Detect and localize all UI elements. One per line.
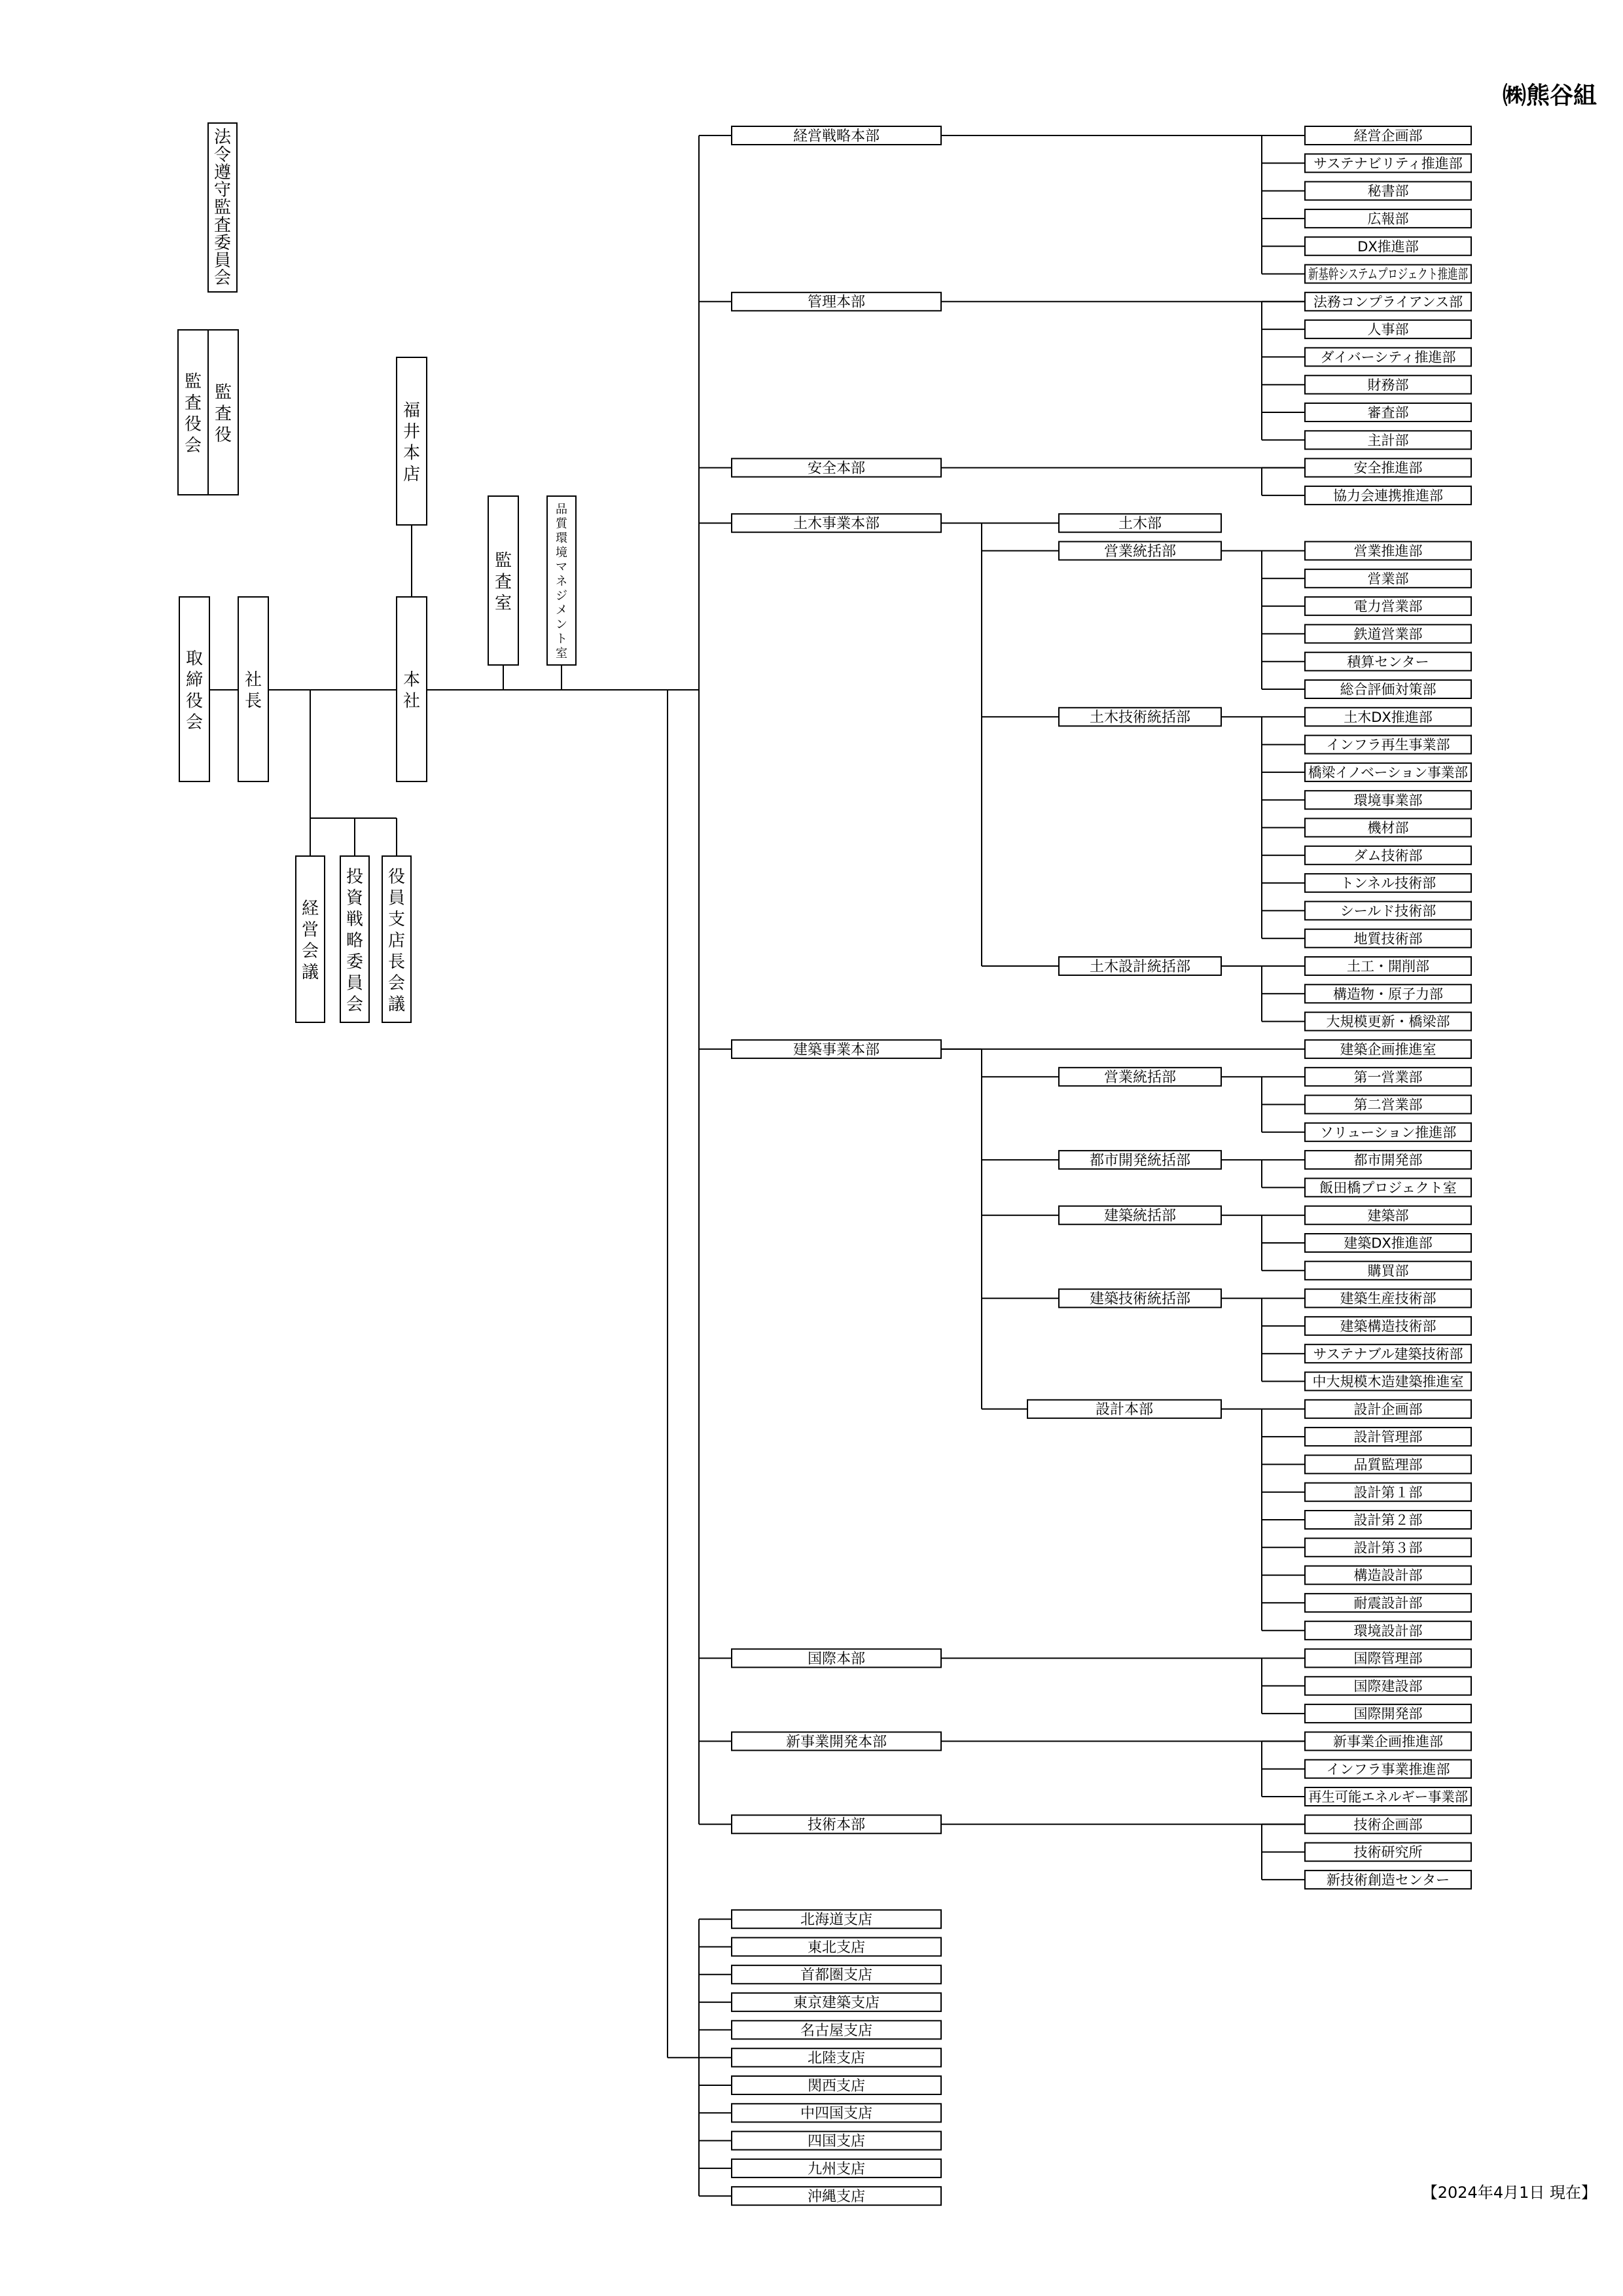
management-meeting-box-char: 会 <box>301 941 319 961</box>
division-4-group-4-dept-1-label: 設計管理部 <box>1353 1429 1423 1445</box>
board-box-char: 締 <box>185 670 204 691</box>
division-0-dept-0-label: 経営企画部 <box>1353 128 1423 144</box>
audit-office-box <box>488 496 518 665</box>
audit-office-box-char: 室 <box>494 593 512 613</box>
investment-committee-box-char: 戦 <box>346 909 364 929</box>
branch-8-label: 四国支店 <box>807 2133 866 2150</box>
division-4-group-4-dept-5-label: 設計第３部 <box>1353 1539 1423 1556</box>
division-4-group-4 <box>1027 1400 1221 1418</box>
branch-6-label: 関西支店 <box>807 2077 866 2094</box>
division-2-dept-1-label: 協力会連携推進部 <box>1333 488 1443 504</box>
division-1-dept-3-label: 財務部 <box>1367 377 1409 393</box>
branch-5-label: 北陸支店 <box>807 2050 866 2067</box>
division-7-label: 技術本部 <box>807 1817 866 1834</box>
division-6-dept-1-label: インフラ事業推進部 <box>1326 1761 1450 1778</box>
quality-environment-office-box <box>547 496 576 665</box>
compliance-committee-box <box>208 123 237 292</box>
division-3-group-2-dept-1 <box>1305 736 1471 754</box>
division-4-group-2-dept-2-label: 購買部 <box>1367 1263 1409 1279</box>
division-4-direct-0-label: 建築企画推進室 <box>1340 1041 1436 1058</box>
division-1-dept-5-label: 主計部 <box>1367 432 1409 448</box>
division-4-group-0-dept-0 <box>1305 1067 1471 1086</box>
fukui-head-office-box-char: 本 <box>402 443 421 463</box>
division-4-group-3-dept-2 <box>1305 1344 1471 1363</box>
division-4-group-3 <box>1059 1289 1221 1308</box>
division-3-group-2-dept-2-label: 橋梁イノベーション事業部 <box>1308 764 1468 781</box>
division-0-dept-4 <box>1305 237 1471 255</box>
division-3-group-0 <box>1059 514 1221 532</box>
division-0-dept-4-label: DX推進部 <box>1357 238 1419 255</box>
division-4-group-0-dept-2 <box>1305 1123 1471 1141</box>
audit-board-box-char: 役 <box>184 414 202 435</box>
quality-environment-office-box-char: ン <box>556 618 567 632</box>
division-4-group-3-dept-0 <box>1305 1289 1471 1308</box>
audit-office-box-char: 査 <box>494 572 512 592</box>
branch-7 <box>732 2104 941 2122</box>
branch-4 <box>732 2020 941 2039</box>
fukui-head-office-box-char: 店 <box>402 465 421 485</box>
as-of-date: 【2024年4月1日 現在】 <box>1421 2183 1597 2202</box>
division-4-group-3-dept-2-label: サステナブル建築技術部 <box>1313 1346 1463 1362</box>
division-3-group-2-label: 土木技術統括部 <box>1089 709 1191 726</box>
division-3-group-3-dept-2 <box>1305 1013 1471 1031</box>
division-3-group-1-dept-5-label: 総合評価対策部 <box>1340 681 1436 698</box>
division-3-group-1-dept-4-label: 積算センター <box>1347 654 1429 670</box>
division-4-direct-0 <box>1305 1040 1471 1058</box>
audit-board-box-char: 査 <box>184 393 202 414</box>
division-4-group-1-dept-0 <box>1305 1151 1471 1169</box>
division-0-dept-1 <box>1305 154 1471 172</box>
board-box <box>179 597 209 781</box>
division-1 <box>732 293 941 311</box>
division-4-group-2-dept-0-label: 建築部 <box>1367 1208 1409 1224</box>
division-0-dept-1-label: サステナビリティ推進部 <box>1313 155 1463 171</box>
division-3-group-2-dept-0 <box>1305 708 1471 726</box>
quality-environment-office-box-char: 室 <box>556 647 567 661</box>
division-4-group-3-dept-1 <box>1305 1317 1471 1335</box>
division-4-group-3-dept-3 <box>1305 1372 1471 1391</box>
branch-2-label: 首都圏支店 <box>800 1967 873 1984</box>
quality-environment-office-box-char: 質 <box>556 517 567 531</box>
quality-environment-office-box-char: 品 <box>556 503 567 517</box>
division-1-dept-1 <box>1305 320 1471 338</box>
division-0-dept-5 <box>1305 265 1471 283</box>
division-3-group-1-dept-0-label: 営業推進部 <box>1353 543 1423 560</box>
division-4-group-4-dept-3 <box>1305 1483 1471 1501</box>
division-4-group-4-dept-7 <box>1305 1594 1471 1612</box>
division-3-group-3 <box>1059 957 1221 975</box>
division-4-group-2-dept-1 <box>1305 1234 1471 1252</box>
division-3-group-1-dept-3-label: 鉄道営業部 <box>1353 626 1423 642</box>
division-3-group-2-dept-4 <box>1305 819 1471 837</box>
branch-manager-meeting-box-char: 会 <box>387 973 406 994</box>
division-4-group-1 <box>1059 1151 1221 1169</box>
division-4-group-3-dept-1-label: 建築構造技術部 <box>1340 1318 1436 1335</box>
branch-10 <box>732 2187 941 2205</box>
branch-manager-meeting-box-char: 役 <box>387 867 406 887</box>
division-2-dept-0 <box>1305 459 1471 477</box>
division-0-dept-3-label: 広報部 <box>1367 211 1409 227</box>
division-4-group-3-dept-0-label: 建築生産技術部 <box>1340 1291 1436 1307</box>
compliance-committee-box-char: 守 <box>213 180 232 200</box>
compliance-committee-box-char: 会 <box>213 268 232 289</box>
investment-committee-box-char: 資 <box>346 888 364 908</box>
compliance-committee-box-char: 委 <box>213 233 232 253</box>
division-4-group-1-label: 都市開発統括部 <box>1089 1153 1191 1170</box>
division-4-group-4-dept-3-label: 設計第１部 <box>1353 1484 1423 1501</box>
division-5-dept-0-label: 国際管理部 <box>1353 1651 1423 1667</box>
quality-environment-office-box-char: メ <box>556 603 567 618</box>
division-4-group-0-dept-0-label: 第一営業部 <box>1353 1069 1423 1085</box>
division-2 <box>732 459 941 477</box>
branch-8 <box>732 2132 941 2150</box>
quality-environment-office-box-char: ネ <box>556 575 567 589</box>
president-box-char: 長 <box>244 691 262 711</box>
branch-manager-meeting-box <box>382 856 411 1022</box>
head-office-box <box>397 597 427 781</box>
compliance-committee-box-char: 令 <box>213 145 232 165</box>
division-4-group-0-dept-1-label: 第二営業部 <box>1353 1097 1423 1113</box>
division-4-group-4-dept-0-label: 設計企画部 <box>1353 1401 1423 1418</box>
division-6-dept-1 <box>1305 1760 1471 1778</box>
investment-committee-box <box>340 856 369 1022</box>
quality-environment-office-box-char: マ <box>556 560 567 575</box>
division-5-label: 国際本部 <box>807 1651 866 1668</box>
division-3-group-2-dept-5 <box>1305 846 1471 865</box>
division-7-dept-2-label: 新技術創造センター <box>1326 1872 1450 1888</box>
division-3-group-2-dept-6-label: トンネル技術部 <box>1340 875 1436 891</box>
division-3-group-3-dept-0-label: 土工・開削部 <box>1347 958 1429 975</box>
division-3-group-1-dept-2-label: 電力営業部 <box>1353 598 1423 615</box>
division-1-dept-2 <box>1305 348 1471 366</box>
division-1-dept-4 <box>1305 403 1471 422</box>
division-6-dept-0-label: 新事業企画推進部 <box>1333 1733 1443 1749</box>
investment-committee-box-char: 員 <box>346 973 364 994</box>
board-box-char: 取 <box>185 649 204 669</box>
division-1-dept-3 <box>1305 376 1471 394</box>
division-3-group-2-dept-8-label: 地質技術部 <box>1353 931 1423 947</box>
division-1-dept-4-label: 審査部 <box>1367 404 1409 421</box>
division-4-group-3-label: 建築技術統括部 <box>1089 1291 1191 1308</box>
auditor-box-char: 査 <box>214 404 232 424</box>
division-4-group-2-dept-1-label: 建築DX推進部 <box>1344 1235 1433 1251</box>
branch-10-label: 沖縄支店 <box>807 2189 866 2206</box>
branch-manager-meeting-box-char: 店 <box>387 931 406 951</box>
fukui-head-office-box-char: 福 <box>402 401 421 421</box>
division-3-group-2-dept-0-label: 土木DX推進部 <box>1344 709 1433 725</box>
division-0-dept-2 <box>1305 182 1471 200</box>
division-3-group-3-dept-0 <box>1305 957 1471 975</box>
auditor-box-char: 監 <box>214 382 232 403</box>
branch-9-label: 九州支店 <box>807 2161 866 2178</box>
division-4-group-4-dept-4-label: 設計第２部 <box>1353 1512 1423 1528</box>
division-3-group-2-dept-6 <box>1305 874 1471 892</box>
division-4 <box>732 1040 941 1058</box>
division-4-group-4-label: 設計本部 <box>1095 1401 1154 1418</box>
branch-4-label: 名古屋支店 <box>800 2022 873 2039</box>
compliance-committee-box-char: 法 <box>213 128 232 148</box>
audit-board-box-char: 会 <box>184 436 202 456</box>
head-office-box-char: 本 <box>402 670 421 691</box>
compliance-committee-box-char: 員 <box>213 251 232 271</box>
president-box-char: 社 <box>244 670 262 691</box>
management-meeting-box-char: 経 <box>301 899 319 919</box>
division-0-dept-0 <box>1305 126 1471 145</box>
branch-manager-meeting-box-char: 議 <box>387 994 406 1014</box>
division-3-group-2-dept-5-label: ダム技術部 <box>1353 848 1423 864</box>
audit-board-box-char: 監 <box>184 372 202 392</box>
division-3-group-1-dept-2 <box>1305 597 1471 615</box>
division-4-group-4-dept-5 <box>1305 1538 1471 1556</box>
branch-3 <box>732 1993 941 2011</box>
branch-7-label: 中四国支店 <box>800 2106 873 2123</box>
division-2-label: 安全本部 <box>807 460 866 477</box>
head-office-box-char: 社 <box>402 691 421 711</box>
management-meeting-box-char: 議 <box>301 963 319 983</box>
branch-6 <box>732 2076 941 2094</box>
division-7 <box>732 1815 941 1833</box>
division-6-dept-0 <box>1305 1732 1471 1750</box>
division-3-group-0-label: 土木部 <box>1118 516 1162 533</box>
division-4-group-4-dept-4 <box>1305 1511 1471 1529</box>
investment-committee-box-char: 略 <box>346 931 364 951</box>
branch-manager-meeting-box-char: 支 <box>387 909 406 929</box>
division-1-dept-1-label: 人事部 <box>1367 321 1409 338</box>
division-0-dept-2-label: 秘書部 <box>1367 183 1409 200</box>
division-3-group-3-dept-1 <box>1305 984 1471 1003</box>
division-3-group-2-dept-1-label: インフラ再生事業部 <box>1326 737 1450 753</box>
division-3-group-1-dept-5 <box>1305 680 1471 698</box>
division-4-group-4-dept-1 <box>1305 1427 1471 1446</box>
division-5-dept-2 <box>1305 1704 1471 1723</box>
division-2-dept-1 <box>1305 486 1471 505</box>
division-3-group-2-dept-7-label: シールド技術部 <box>1340 903 1436 919</box>
division-3-group-2-dept-7 <box>1305 901 1471 920</box>
board-box-char: 会 <box>185 713 204 733</box>
division-4-group-0-dept-1 <box>1305 1096 1471 1114</box>
division-5-dept-2-label: 国際開発部 <box>1353 1706 1423 1722</box>
branch-manager-meeting-box-char: 長 <box>387 952 406 972</box>
investment-committee-box-char: 会 <box>346 994 364 1014</box>
division-4-group-0 <box>1059 1067 1221 1086</box>
management-meeting-box-char: 営 <box>301 920 319 941</box>
auditor-box <box>208 330 238 495</box>
division-4-group-4-dept-6-label: 構造設計部 <box>1353 1568 1423 1584</box>
division-1-dept-2-label: ダイバーシティ推進部 <box>1320 349 1456 365</box>
branch-0-label: 北海道支店 <box>800 1912 873 1929</box>
division-3-group-1-dept-4 <box>1305 653 1471 671</box>
division-4-group-4-dept-2 <box>1305 1455 1471 1473</box>
division-0-dept-5-label: 新基幹システムプロジェクト推進部 <box>1308 266 1468 283</box>
branch-manager-meeting-box-char: 員 <box>387 888 406 908</box>
division-5 <box>732 1649 941 1668</box>
division-6-dept-2-label: 再生可能エネルギー事業部 <box>1308 1789 1468 1805</box>
audit-board-box <box>178 330 208 495</box>
division-7-dept-1 <box>1305 1843 1471 1861</box>
division-4-group-0-dept-2-label: ソリューション推進部 <box>1319 1124 1457 1141</box>
division-4-group-4-dept-0 <box>1305 1400 1471 1418</box>
division-1-dept-0 <box>1305 293 1471 311</box>
fukui-head-office-box-char: 井 <box>402 422 421 442</box>
division-3-group-2 <box>1059 708 1221 726</box>
division-5-dept-0 <box>1305 1649 1471 1668</box>
branch-3-label: 東京建築支店 <box>793 1995 880 2012</box>
branch-0 <box>732 1910 941 1928</box>
division-6 <box>732 1732 941 1750</box>
division-1-dept-5 <box>1305 431 1471 449</box>
branch-2 <box>732 1965 941 1984</box>
division-7-dept-1-label: 技術研究所 <box>1353 1844 1423 1861</box>
division-7-dept-0-label: 技術企画部 <box>1353 1816 1423 1833</box>
fukui-head-office-box <box>397 357 427 525</box>
division-3-group-1-dept-0 <box>1305 542 1471 560</box>
division-3-label: 土木事業本部 <box>793 516 880 533</box>
compliance-committee-box-char: 査 <box>213 215 232 236</box>
division-1-dept-0-label: 法務コンプライアンス部 <box>1313 294 1463 310</box>
division-4-group-3-dept-3-label: 中大規模木造建築推進室 <box>1312 1374 1464 1390</box>
board-box-char: 役 <box>185 691 204 711</box>
division-4-group-2-label: 建築統括部 <box>1103 1208 1177 1225</box>
audit-office-box-char: 監 <box>494 550 512 571</box>
division-4-group-1-dept-1 <box>1305 1178 1471 1196</box>
division-4-group-4-dept-6 <box>1305 1566 1471 1585</box>
division-3-group-2-dept-8 <box>1305 929 1471 948</box>
quality-environment-office-box-char: ジ <box>556 589 567 603</box>
division-3-group-1-label: 営業統括部 <box>1103 543 1177 560</box>
management-meeting-box <box>296 856 325 1022</box>
division-0-dept-3 <box>1305 209 1471 228</box>
division-4-group-4-dept-8 <box>1305 1621 1471 1640</box>
branch-1 <box>732 1938 941 1956</box>
division-4-label: 建築事業本部 <box>793 1041 880 1058</box>
division-4-group-4-dept-7-label: 耐震設計部 <box>1353 1595 1423 1611</box>
quality-environment-office-box-char: ト <box>556 632 567 647</box>
division-4-group-1-dept-0-label: 都市開発部 <box>1353 1152 1423 1168</box>
division-3-group-1-dept-3 <box>1305 624 1471 643</box>
division-3-group-1 <box>1059 542 1221 560</box>
auditor-box-char: 役 <box>214 425 232 445</box>
division-3-group-2-dept-2 <box>1305 763 1471 781</box>
branch-5 <box>732 2049 941 2067</box>
division-2-dept-0-label: 安全推進部 <box>1353 460 1423 476</box>
division-3-group-3-dept-2-label: 大規模更新・橋梁部 <box>1326 1014 1450 1030</box>
division-7-dept-0 <box>1305 1815 1471 1833</box>
company-name: ㈱熊谷組 <box>1502 82 1597 109</box>
division-7-dept-2 <box>1305 1871 1471 1889</box>
branch-1-label: 東北支店 <box>807 1939 866 1956</box>
division-3-group-3-label: 土木設計統括部 <box>1089 958 1191 975</box>
investment-committee-box-char: 委 <box>346 952 364 972</box>
compliance-committee-box-char: 監 <box>213 198 232 218</box>
quality-environment-office-box-char: 環 <box>556 531 567 546</box>
division-4-group-2 <box>1059 1206 1221 1225</box>
division-4-group-2-dept-0 <box>1305 1206 1471 1225</box>
division-3-group-2-dept-3-label: 環境事業部 <box>1353 792 1423 808</box>
division-6-label: 新事業開発本部 <box>785 1734 887 1751</box>
division-3-group-2-dept-4-label: 機材部 <box>1367 820 1409 836</box>
division-0-label: 経営戦略本部 <box>793 128 880 145</box>
division-3-group-1-dept-1-label: 営業部 <box>1367 571 1409 587</box>
division-0 <box>732 126 941 145</box>
division-3-group-1-dept-1 <box>1305 569 1471 588</box>
division-4-group-1-dept-1-label: 飯田橋プロジェクト室 <box>1319 1179 1457 1196</box>
division-4-group-4-dept-8-label: 環境設計部 <box>1353 1623 1423 1639</box>
division-5-dept-1 <box>1305 1677 1471 1695</box>
division-6-dept-2 <box>1305 1787 1471 1806</box>
division-3-group-3-dept-1-label: 構造物・原子力部 <box>1333 986 1443 1002</box>
division-4-group-0-label: 営業統括部 <box>1103 1069 1177 1086</box>
division-5-dept-1-label: 国際建設部 <box>1353 1678 1423 1695</box>
division-3-group-2-dept-3 <box>1305 791 1471 809</box>
division-4-group-4-dept-2-label: 品質監理部 <box>1353 1456 1423 1473</box>
division-4-group-2-dept-2 <box>1305 1261 1471 1280</box>
president-box <box>238 597 268 781</box>
division-3 <box>732 514 941 532</box>
quality-environment-office-box-char: 境 <box>556 546 567 560</box>
investment-committee-box-char: 投 <box>346 867 364 887</box>
compliance-committee-box-char: 遵 <box>213 162 232 183</box>
division-1-label: 管理本部 <box>807 294 866 311</box>
branch-9 <box>732 2159 941 2178</box>
